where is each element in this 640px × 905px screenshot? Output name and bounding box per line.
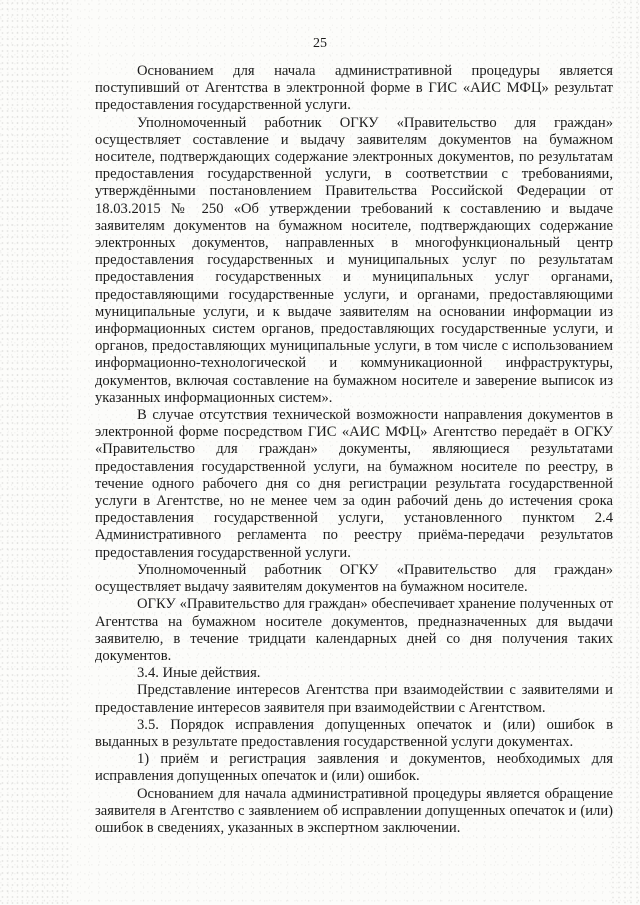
scan-edge-left — [0, 0, 70, 905]
paragraph-no-technical-possibility: В случае отсутствия технической возможности направления документов в электронной форме посредством ГИС «АИС МФЦ» Агентство передаёт в ОГКУ «Правительство для граждан» документы, являющиеся результатами предоставления государственной услуги, на бумажном носителе по реестру, в течение одного рабочего дня со дня регистрации результата государственной услуги в Агентстве, но не менее чем за один рабочий день до истечения срока предоставления государственной услуги, установленного пунктом 2.4 Административного регламента по реестру приёма-передачи результатов предоставления государственной услуги. — [95, 407, 613, 561]
scan-edge-right — [610, 0, 640, 905]
document-body — [95, 63, 613, 837]
paragraph-authorized-worker-paper: Уполномоченный работник ОГКУ «Правительство для граждан» осуществляет выдачу заявителям документов на бумажном носителе. — [95, 561, 613, 596]
page-number: 25 — [313, 36, 327, 51]
paragraph-authorized-worker-issue: Уполномоченный работник ОГКУ «Правительство для граждан» осуществляет составление и выдачу заявителям документов на бумажном носителе, подтверждающих содержание электронных документов, по результатам предоставления государственной услуги, в соответствии с требованиями, утверждёнными постановлением Правительства Российской Федерации от 18.03.2015 № 250 «Об утверждении требований к составлению и выдаче заявителям документов на бумажном носителе, подтверждающих содержание электронных документов, направленных в многофункциональный центр предоставления государственных и муниципальных услуг по результатам предоставления государственных и муниципальных услуг органами, предоставляющими государственные услуги, и органами, предоставляющими муниципальные услуги, и к выдаче заявителям на основании информации из информационных систем органов, предоставляющих государственные услуги, и органов, предоставляющих муниципальные услуги, в том числе с использованием информационно-технологической и коммуникационной инфраструктуры, документов, включая составление на бумажном носителе и заверение выписок из указанных информационных систем». — [95, 114, 613, 406]
paragraph-step-1: 1) приём и регистрация заявления и документов, необходимых для исправления допущенных опечаток и (или) ошибок. — [95, 751, 613, 785]
section-heading-3-4: 3.4. Иные действия. — [137, 665, 261, 682]
paragraph-storage: ОГКУ «Правительство для граждан» обеспечивает хранение полученных от Агентства на бумажном носителе документов, предназначенных для выдачи заявителю, в течение тридцати календарных дней со дня получения таких документов. — [95, 596, 613, 664]
paragraph-basis-correction: Основанием для начала административной процедуры является обращение заявителя в Агентство с заявлением об исправлении допущенных опечаток и (или) ошибок в сведениях, указанных в экспертном заключении. — [95, 785, 613, 836]
section-heading-3-5: 3.5. Порядок исправления допущенных опечаток и (или) ошибок в выданных в результате предоставления государственной услуги документах. — [95, 716, 613, 750]
paragraph-basis-procedure: Основанием для начала административной процедуры является поступивший от Агентства в электронной форме в ГИС «АИС МФЦ» результат предоставления государственной услуги. — [95, 63, 613, 114]
paragraph-representation: Представление интересов Агентства при взаимодействии с заявителями и предоставление интересов заявителя при взаимодействии с Агентством. — [95, 682, 613, 716]
